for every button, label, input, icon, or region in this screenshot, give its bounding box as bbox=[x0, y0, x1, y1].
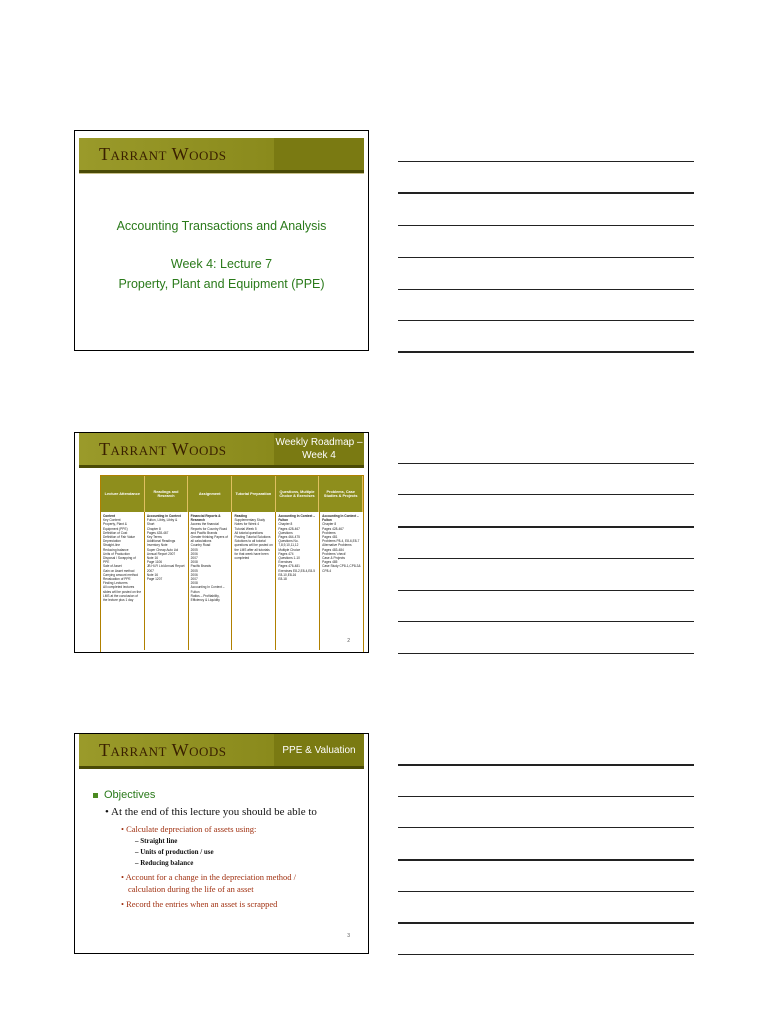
page-number: 2 bbox=[347, 638, 350, 644]
cell-text: Ratios – Profitability, Efficiency & Liquidity bbox=[190, 593, 220, 603]
slide-section-title: PPE & Valuation bbox=[274, 734, 364, 766]
brand-logo: TARRANT WOODS bbox=[99, 740, 227, 760]
cell-text: 2006 bbox=[190, 572, 198, 577]
slide-subtitle: Week 4: Lecture 7 bbox=[170, 257, 273, 271]
cell-text: Chapter 8 bbox=[322, 522, 337, 527]
cell-text: Units of Production bbox=[103, 551, 130, 556]
cell-text: Inventory Note bbox=[146, 543, 168, 548]
brand-logo: TARRANT WOODS bbox=[99, 439, 227, 459]
cell-text: Key Content bbox=[103, 518, 121, 523]
slide-1 bbox=[74, 130, 369, 351]
cell-text: Reading bbox=[234, 514, 248, 518]
cell-text: Case & Projects bbox=[322, 556, 345, 561]
cell-text: Solutions to all tutorial questions will be posted on the LMS after all tutorials for that week have been completed bbox=[234, 539, 273, 561]
table-cell bbox=[320, 512, 363, 650]
cell-text: Pages 481 bbox=[322, 535, 338, 540]
slide-header bbox=[79, 138, 364, 170]
cell-text: Questions bbox=[278, 530, 293, 535]
table-cell bbox=[101, 512, 145, 650]
table-cell bbox=[145, 512, 189, 650]
cell-text: Content bbox=[103, 514, 116, 518]
cell-text: Straight-line bbox=[103, 543, 121, 548]
objectives-heading: Objectives bbox=[93, 789, 155, 801]
cell-text: Problems P8-4, E8-6,E8-7 bbox=[322, 539, 360, 544]
cell-text: Key Terms bbox=[146, 535, 162, 540]
cell-text: E8-10,E8-16 bbox=[278, 572, 297, 577]
cell-text: Greater thinking Papers of all calculations bbox=[190, 535, 228, 544]
cell-text: Accounting In Context – Fulton bbox=[322, 514, 359, 523]
cell-text: Pacific Brands bbox=[190, 564, 212, 569]
cell-text: 2005 bbox=[190, 568, 198, 573]
table-cell bbox=[232, 512, 276, 650]
cell-text: Questions No. 7,8,9,10,11,12 bbox=[278, 539, 299, 548]
cell-text: Pages 476-481 bbox=[278, 564, 300, 569]
cell-text: 2007 bbox=[190, 577, 198, 582]
cell-text: E8-18 bbox=[278, 577, 287, 582]
cell-text: Definition of Fair Value bbox=[103, 535, 136, 540]
cell-text: Gain on Asset method bbox=[103, 568, 135, 573]
cell-text: Revaluation of PPE bbox=[103, 577, 131, 582]
cell-text: Exercises bbox=[278, 560, 293, 565]
cell-text: Exercises E8-2,E8-4,E8-5 bbox=[278, 568, 315, 573]
cell-text: Property, Plant & Equipment (PPE) bbox=[103, 522, 128, 531]
column-header: Questions, Multiple Choice & Exercises bbox=[276, 476, 320, 512]
table-cell bbox=[189, 512, 233, 650]
objectives-intro: • At the end of this lecture you should be able to bbox=[105, 806, 317, 818]
cell-text: Pages 428-467 bbox=[146, 530, 169, 535]
cell-text: Questions 1-10 bbox=[278, 556, 300, 561]
cell-text: 2008 bbox=[190, 560, 198, 565]
cell-text: Pages 474 bbox=[278, 551, 294, 556]
cell-text: Fulton, Libby, Libby & Short bbox=[146, 518, 178, 527]
objective-subitem: – Reducing balance bbox=[135, 859, 194, 867]
cell-text: Problems bbox=[322, 530, 336, 535]
page-number: 3 bbox=[347, 933, 350, 939]
cell-text: Carrying amount method bbox=[103, 572, 139, 577]
cell-text: Accounting In Context – Fulton bbox=[190, 585, 225, 594]
cell-text: Alternative Problems bbox=[322, 543, 352, 548]
cell-text: Financial Reports & Research bbox=[190, 514, 221, 523]
cell-text: Chapter 8 bbox=[146, 526, 161, 531]
cell-text: Note 16 bbox=[146, 572, 158, 577]
cell-text: Posting Tutorial Solutions bbox=[234, 535, 271, 540]
slide-subtitle-2: Property, Plant and Equipment (PPE) bbox=[118, 277, 325, 291]
cell-text: All completed lectures slides will be posted on the LMS at the conclusion of the lecture plus 1 day bbox=[103, 585, 142, 603]
cell-text: Page 1106 bbox=[146, 560, 163, 565]
roadmap-table bbox=[100, 475, 364, 653]
objective-item: • Record the entries when an asset is scrapped bbox=[121, 899, 278, 909]
cell-text: Sale of Asset bbox=[103, 564, 122, 569]
cell-text: 2006 bbox=[190, 551, 198, 556]
objective-subitem: – Straight line bbox=[135, 837, 178, 845]
cell-text: All tutorial questions bbox=[234, 530, 264, 535]
column-header: Assignment bbox=[188, 476, 232, 512]
objective-item: • Calculate depreciation of assets using: bbox=[121, 824, 257, 834]
objective-item: • Account for a change in the depreciation method / bbox=[121, 872, 297, 882]
slide-3 bbox=[74, 733, 369, 954]
cell-text: Pages 483-484 bbox=[322, 547, 344, 552]
cell-text: Definition of Cost bbox=[103, 530, 128, 535]
table-cell bbox=[276, 512, 320, 650]
cell-text: Reducing balance bbox=[103, 547, 129, 552]
cell-text: Accounting in Context bbox=[146, 514, 181, 518]
slide-header bbox=[79, 734, 364, 766]
objective-subitem: – Units of production / use bbox=[135, 848, 214, 856]
cell-text: Super Cheap Auto Ltd Annual Report 2007 bbox=[146, 547, 179, 556]
brand-logo: TARRANT WOODS bbox=[99, 144, 227, 164]
column-header: Problems, Case Studies & Projects bbox=[319, 476, 363, 512]
column-header: Tutorial Preparation bbox=[232, 476, 276, 512]
slide-title: Accounting Transactions and Analysis bbox=[116, 219, 327, 233]
slide-2 bbox=[74, 432, 369, 653]
cell-text: Accounting In Context – Fulton bbox=[278, 514, 315, 523]
cell-text: 2008 bbox=[190, 581, 198, 586]
cell-text: Country Road bbox=[190, 543, 211, 548]
cell-text: 2007 bbox=[190, 556, 198, 561]
objective-item-cont: calculation during the life of an asset bbox=[128, 884, 254, 894]
cell-text: Pages 428-467 bbox=[322, 526, 344, 531]
cell-text: Chapter 8 bbox=[278, 522, 293, 527]
cell-text: Depreciation bbox=[103, 539, 121, 544]
bullet-icon bbox=[93, 793, 98, 798]
cell-text: Supplementary Study Notes for Week 4 bbox=[234, 518, 265, 527]
cell-text: Pages 485 bbox=[322, 560, 338, 565]
cell-text: Note 16 bbox=[146, 556, 158, 561]
column-header: Readings and Research bbox=[145, 476, 189, 512]
cell-text: JB Hi-Fi Ltd Annual Report 2007 bbox=[146, 564, 185, 573]
cell-text: Access the financial Reports for Country Road and Pacific Brands bbox=[190, 522, 227, 535]
slide-section-title: Weekly Roadmap – Week 4 bbox=[274, 433, 364, 465]
column-header: Lecture Attendance bbox=[101, 476, 145, 512]
cell-text: Additional Readings bbox=[146, 539, 176, 544]
cell-text: Multiple Choice bbox=[278, 547, 301, 552]
cell-text: Tutorial Week 5 bbox=[234, 526, 257, 531]
cell-text: Pages 428-467 bbox=[278, 526, 300, 531]
cell-text: Problems 'check' bbox=[322, 551, 347, 556]
slide-header bbox=[79, 433, 364, 465]
cell-text: Page 1207 bbox=[146, 577, 163, 582]
cell-text: Finding Lecturers bbox=[103, 581, 128, 586]
cell-text: Pages 464-475 bbox=[278, 535, 300, 540]
cell-text: Case Study CP8-1,CP8-3& CP8-4 bbox=[322, 564, 361, 573]
cell-text: 2005 bbox=[190, 547, 198, 552]
cell-text: Disposal / Scrapping of PPE bbox=[103, 556, 136, 565]
